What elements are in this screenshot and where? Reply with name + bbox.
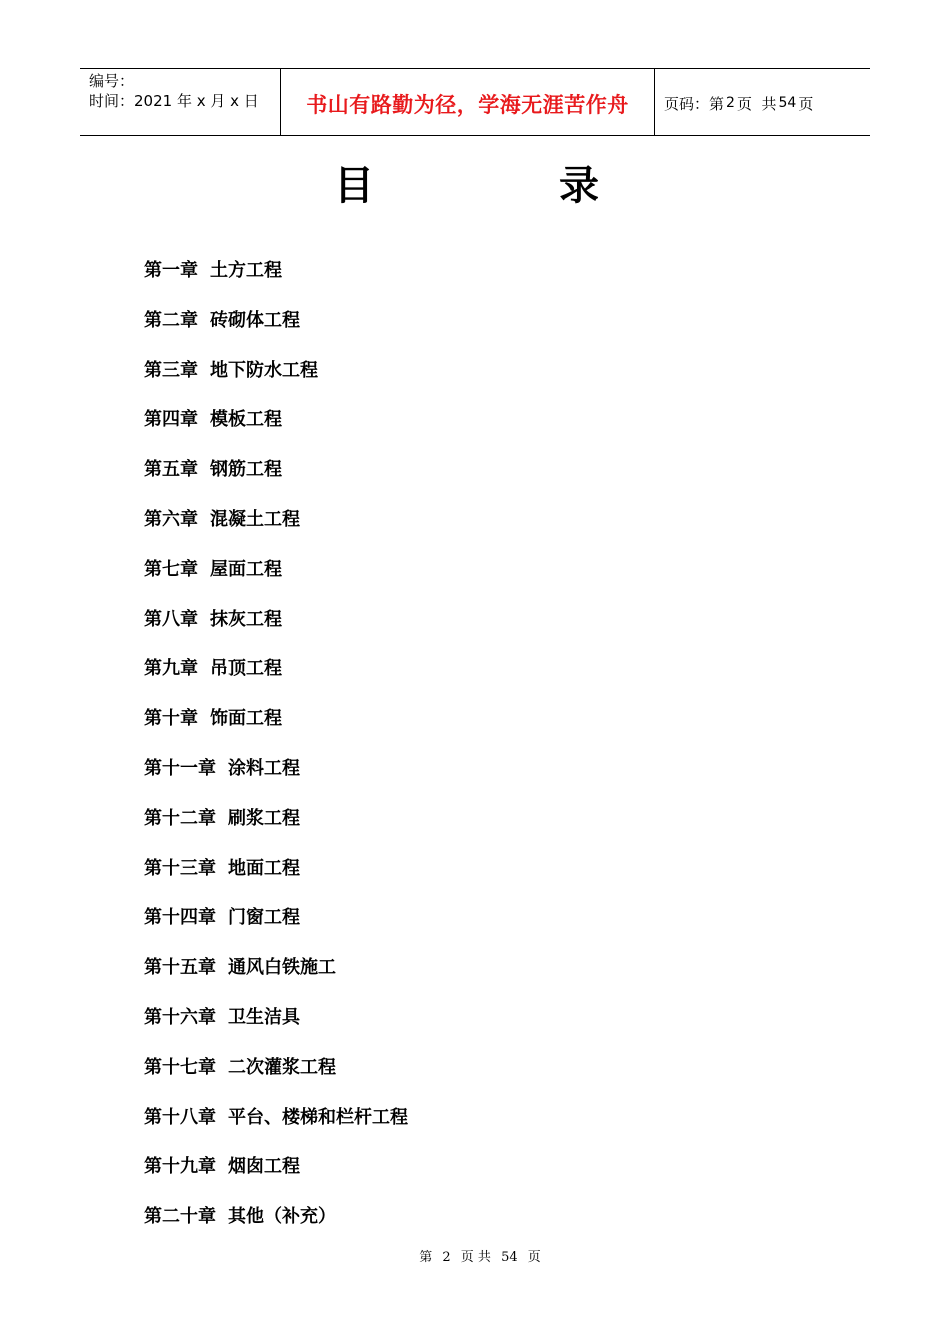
toc-chapter-name: 抹灰工程: [210, 608, 282, 630]
toc-chapter-name: 土方工程: [210, 260, 282, 281]
toc-chapter-number: 第四章: [144, 409, 198, 431]
toc-chapter-name: 二次灌浆工程: [228, 1056, 336, 1078]
toc-entry[interactable]: [144, 404, 408, 454]
header-page-cell: [655, 69, 870, 135]
toc-chapter-number: 第九章: [144, 658, 198, 680]
footer-mid: 页 共: [460, 1250, 491, 1265]
toc-entry[interactable]: [144, 703, 408, 753]
toc-chapter-number: 第一章: [144, 260, 198, 281]
toc-chapter-name: 地下防水工程: [210, 359, 318, 381]
toc-title: [0, 158, 950, 214]
toc-chapter-name: 卫生洁具: [228, 1006, 300, 1028]
toc-entry[interactable]: [144, 454, 408, 504]
toc-chapter-number: 第十六章: [144, 1006, 216, 1028]
toc-chapter-number: 第十七章: [144, 1056, 216, 1078]
toc-entry[interactable]: [144, 803, 408, 853]
toc-chapter-name: 门窗工程: [228, 907, 300, 929]
toc-entry[interactable]: [144, 753, 408, 803]
toc-chapter-number: 第十一章: [144, 757, 216, 779]
toc-entry[interactable]: [144, 1201, 408, 1251]
toc-chapter-name: 砖砌体工程: [210, 309, 300, 331]
toc-entry[interactable]: [144, 1151, 408, 1201]
header-motto: 书山有路勤为径，学海无涯苦作舟: [306, 93, 629, 117]
toc-chapter-name: 钢筋工程: [210, 459, 282, 481]
toc-chapter-number: 第十八章: [144, 1106, 216, 1128]
toc-entry[interactable]: [144, 305, 408, 355]
toc-chapter-number: 第八章: [144, 608, 198, 630]
footer-suffix: 页: [527, 1250, 541, 1265]
toc-chapter-name: 刷浆工程: [228, 807, 300, 829]
toc-chapter-number: 第二章: [144, 309, 198, 331]
toc-chapter-name: 混凝土工程: [210, 508, 300, 530]
toc-entry[interactable]: [144, 355, 408, 405]
toc-chapter-name: 屋面工程: [210, 558, 282, 580]
toc-entry[interactable]: [144, 554, 408, 604]
document-date: 时间：2021 年 x 月 x 日: [89, 92, 259, 110]
toc-entry[interactable]: [144, 902, 408, 952]
toc-entry[interactable]: [144, 653, 408, 703]
toc-chapter-number: 第十二章: [144, 807, 216, 829]
toc-chapter-number: 第七章: [144, 558, 198, 580]
toc-entry[interactable]: [144, 1002, 408, 1052]
toc-chapter-name: 模板工程: [210, 409, 282, 431]
toc-chapter-number: 第十三章: [144, 857, 216, 879]
toc-entry[interactable]: [144, 1102, 408, 1152]
toc-entry[interactable]: [144, 952, 408, 1002]
header-page-suffix: 页: [798, 94, 814, 113]
toc-chapter-number: 第三章: [144, 359, 198, 381]
header-page-prefix: 页码：第: [664, 94, 725, 113]
toc-entry[interactable]: [144, 504, 408, 554]
page-footer: [0, 1246, 950, 1265]
document-number-label: 编号：: [89, 72, 135, 90]
toc-chapter-number: 第二十章: [144, 1206, 216, 1228]
page-header: [80, 68, 870, 136]
toc-title-char-2: 录: [559, 162, 599, 209]
footer-page-total: 54: [501, 1250, 518, 1265]
toc-chapter-name: 其他（补充）: [228, 1206, 336, 1228]
toc-chapter-name: 平台、楼梯和栏杆工程: [228, 1106, 408, 1128]
header-page-total: 54: [778, 95, 797, 111]
footer-page-current: 2: [442, 1250, 451, 1265]
toc-chapter-number: 第十五章: [144, 957, 216, 979]
toc-chapter-name: 吊顶工程: [210, 658, 282, 680]
header-page-mid: 页 共: [736, 94, 777, 113]
toc-list: [144, 255, 408, 1251]
toc-entry[interactable]: [144, 255, 408, 305]
toc-chapter-name: 涂料工程: [228, 757, 300, 779]
toc-chapter-number: 第十四章: [144, 907, 216, 929]
toc-entry[interactable]: [144, 1052, 408, 1102]
toc-entry[interactable]: [144, 853, 408, 903]
toc-entry[interactable]: [144, 604, 408, 654]
toc-title-char-1: 目: [334, 162, 374, 209]
header-motto-cell: [281, 69, 655, 135]
toc-chapter-number: 第十九章: [144, 1156, 216, 1178]
header-page-current: 2: [726, 95, 735, 111]
toc-chapter-name: 烟囱工程: [228, 1156, 300, 1178]
toc-chapter-number: 第五章: [144, 459, 198, 481]
toc-chapter-name: 饰面工程: [210, 708, 282, 730]
toc-chapter-number: 第六章: [144, 508, 198, 530]
header-meta-cell: [80, 69, 281, 135]
footer-prefix: 第: [419, 1250, 433, 1265]
toc-chapter-name: 地面工程: [228, 857, 300, 879]
toc-chapter-name: 通风白铁施工: [228, 957, 336, 979]
toc-chapter-number: 第十章: [144, 708, 198, 730]
